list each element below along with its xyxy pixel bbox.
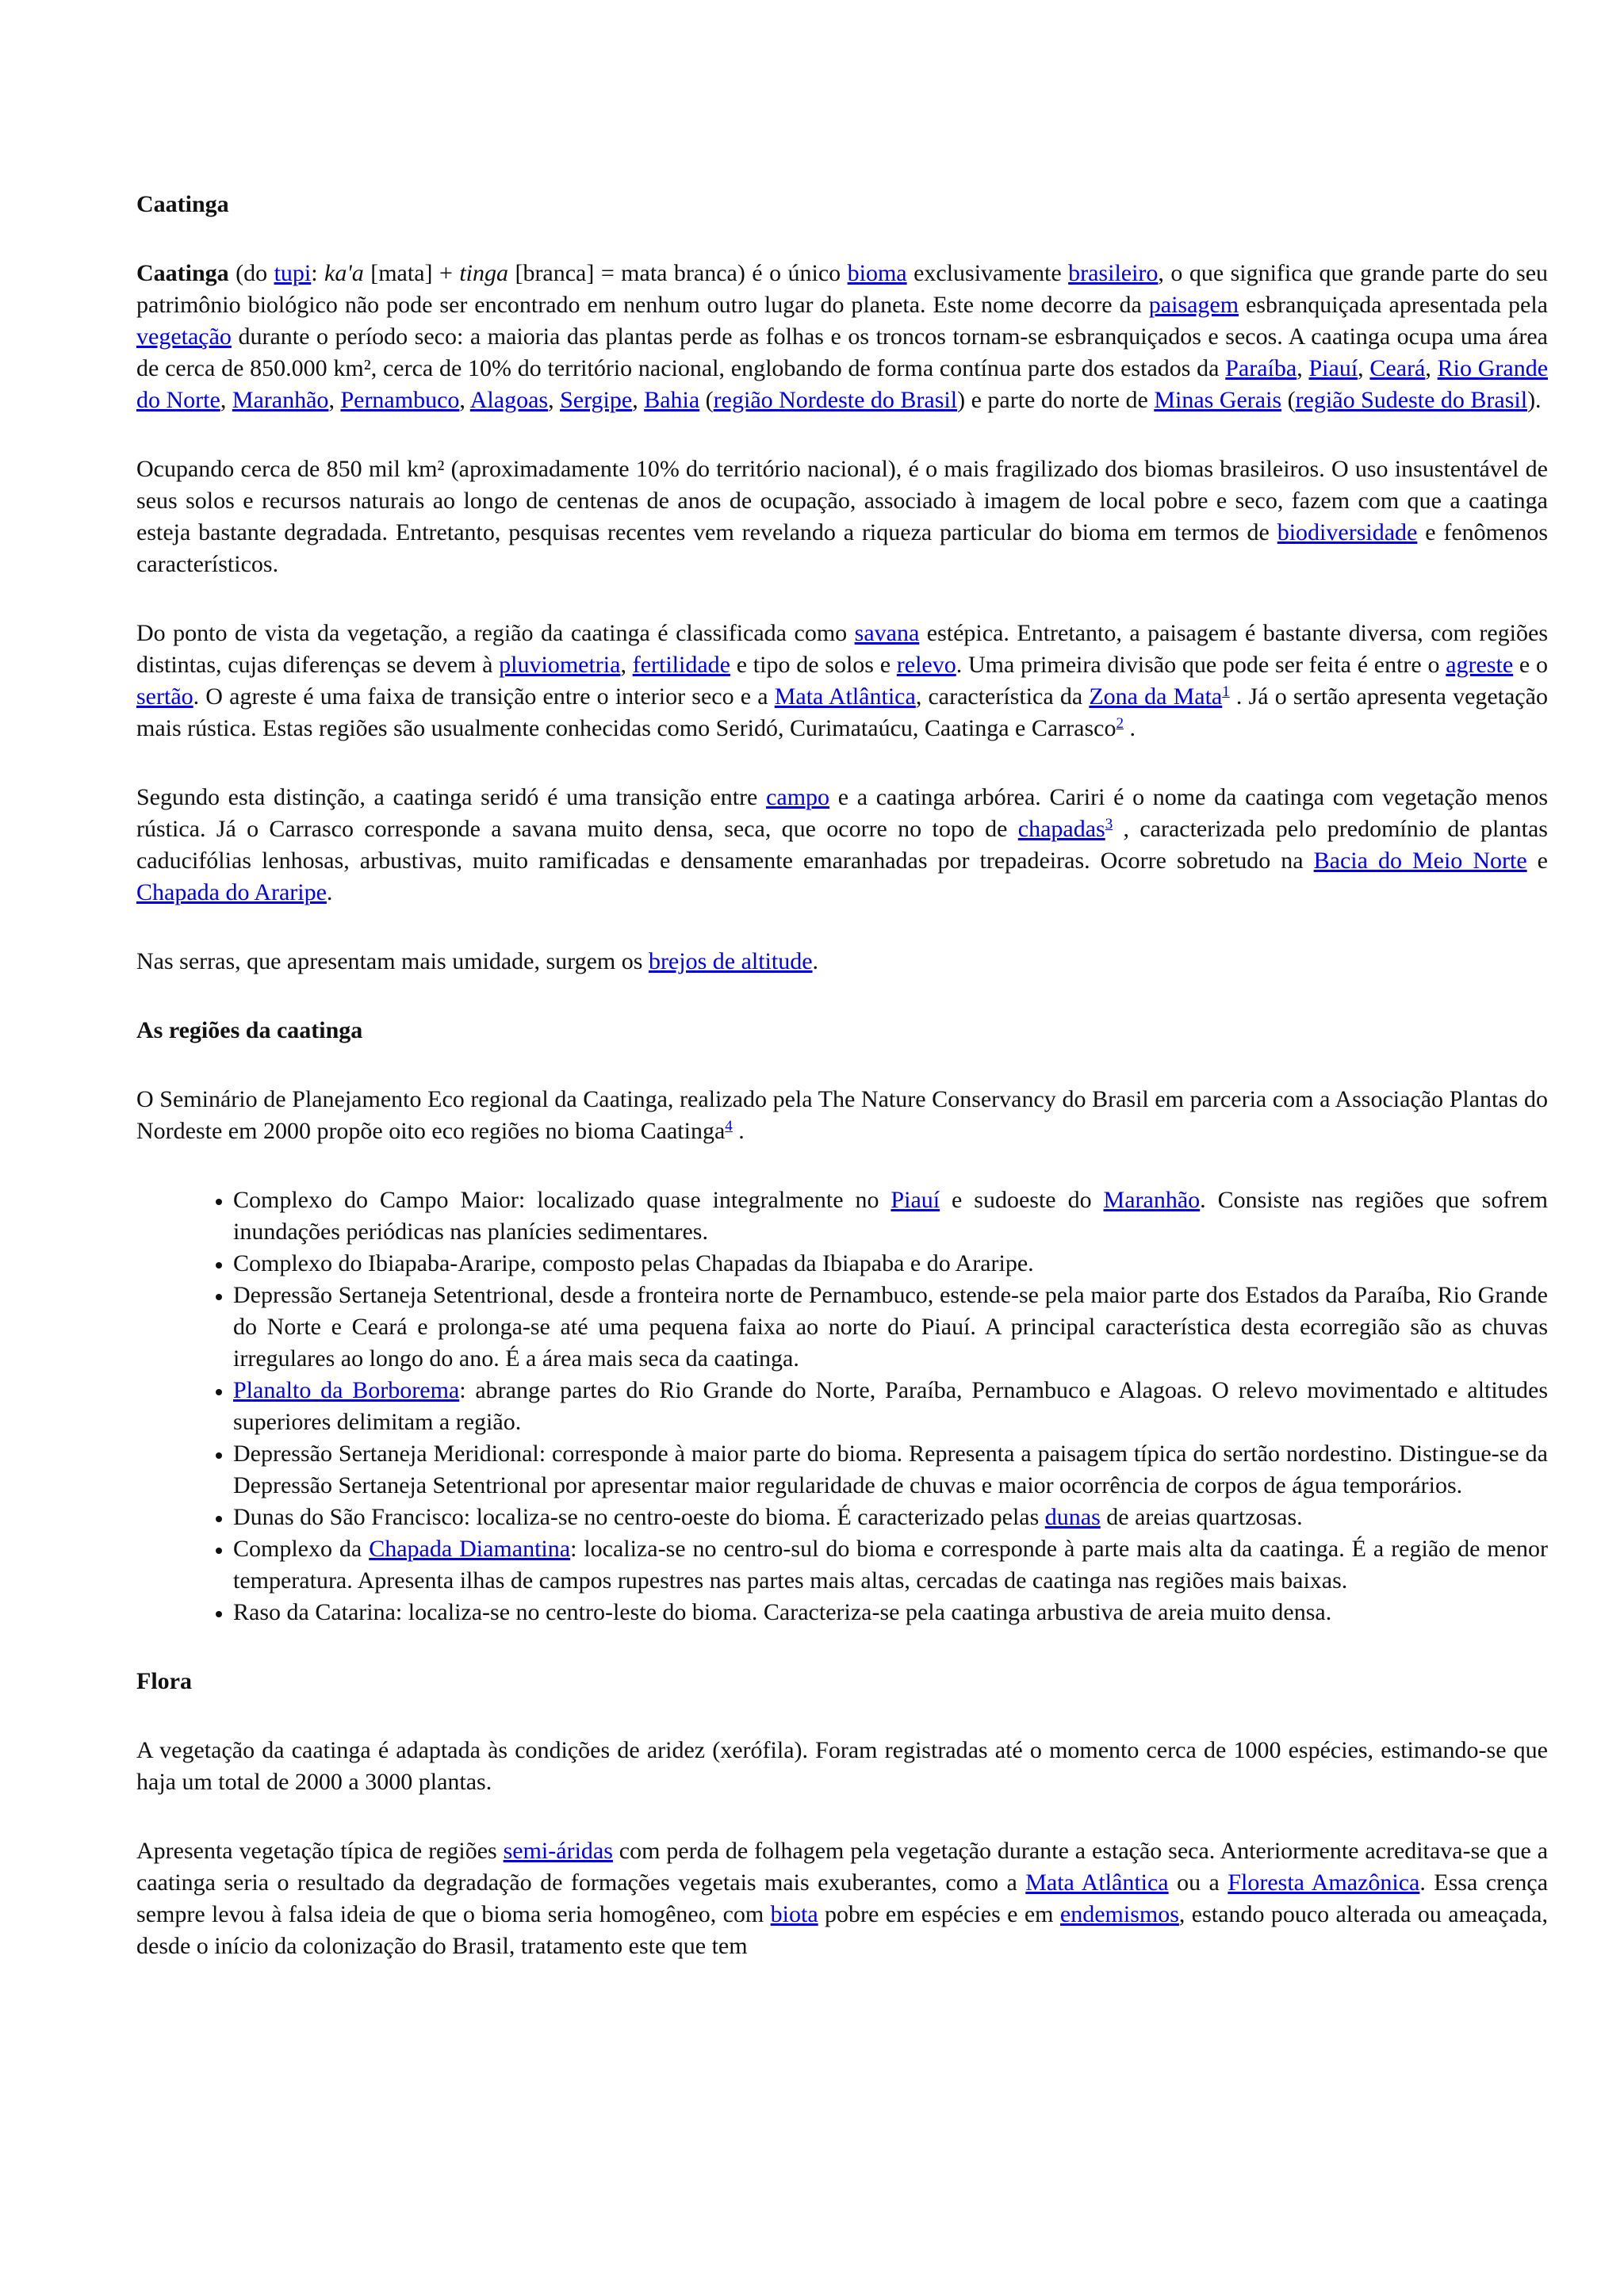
- link-piaui-list[interactable]: Piauí: [891, 1187, 940, 1213]
- link-dunas[interactable]: dunas: [1044, 1504, 1101, 1530]
- link-semi-aridas[interactable]: semi-áridas: [503, 1838, 613, 1864]
- list-item: • Depressão Sertaneja Setentrional, desde a fronteira norte de Pernambuco, estende-se pela maior parte dos Estados da Paraíba, Rio Grande do Norte e Ceará e prolonga-se até uma pequena faixa ao norte do Piauí. A principal característica desta ecorregião são as chuvas irregulares ao longo do ano. É a área mais seca da caatinga.: [233, 1280, 1548, 1375]
- paragraph-flora-intro: A vegetação da caatinga é adaptada às condições de aridez (xerófila). Foram registradas até o momento cerca de 1000 espécies, estimando-se que haja um total de 2000 a 3000 plantas.: [136, 1737, 1548, 1795]
- link-pernambuco[interactable]: Pernambuco: [340, 387, 460, 413]
- link-relevo[interactable]: relevo: [896, 652, 956, 678]
- footnote-link-2[interactable]: 2: [1116, 715, 1124, 732]
- link-planalto-borborema[interactable]: Planalto da Borborema: [233, 1377, 460, 1403]
- link-regiao-nordeste[interactable]: região Nordeste do Brasil: [713, 387, 958, 413]
- ecoregions-list: [136, 1184, 1548, 1628]
- link-brasileiro[interactable]: brasileiro: [1068, 260, 1159, 286]
- link-agreste[interactable]: agreste: [1446, 652, 1514, 678]
- list-item: • Complexo do Campo Maior: localizado quase integralmente no Piauí e sudoeste do Maranhão. Consiste nas regiões que sofrem inundações periódicas nas planícies sedimentares.: [233, 1184, 1548, 1248]
- link-paisagem[interactable]: paisagem: [1148, 292, 1239, 318]
- list-item: • Complexo do Ibiapaba-Araripe, composto pelas Chapadas da Ibiapaba e do Araripe.: [233, 1248, 1548, 1280]
- link-endemismos[interactable]: endemismos: [1059, 1901, 1179, 1927]
- link-tupi[interactable]: tupi: [274, 260, 312, 286]
- link-rio-grande-do-norte[interactable]: Rio Grande do Norte: [136, 355, 1549, 413]
- link-vegetacao[interactable]: vegetação: [136, 323, 232, 350]
- lead-term: Caatinga: [136, 260, 229, 286]
- footnote-link-3[interactable]: 3: [1105, 816, 1113, 832]
- link-alagoas[interactable]: Alagoas: [469, 387, 549, 413]
- link-biota[interactable]: biota: [770, 1901, 818, 1927]
- link-mata-atlantica-flora[interactable]: Mata Atlântica: [1025, 1869, 1169, 1896]
- link-sertao[interactable]: sertão: [136, 683, 193, 710]
- list-item: • Raso da Catarina: localiza-se no centro-leste do bioma. Caracteriza-se pela caatinga arbustiva de areia muito densa.: [233, 1597, 1548, 1628]
- list-item: • Dunas do São Francisco: localiza-se no centro-oeste do bioma. É caracterizado pelas dunas de areias quartzosas.: [233, 1502, 1548, 1533]
- link-maranhao[interactable]: Maranhão: [232, 387, 329, 413]
- link-zona-da-mata[interactable]: Zona da Mata: [1089, 683, 1223, 710]
- link-pluviometria[interactable]: pluviometria: [499, 652, 621, 678]
- link-campo[interactable]: campo: [766, 784, 830, 810]
- footnote-link-1[interactable]: 1: [1222, 683, 1230, 700]
- link-chapadas[interactable]: chapadas: [1017, 816, 1105, 842]
- link-chapada-diamantina[interactable]: Chapada Diamantina: [369, 1536, 571, 1562]
- link-floresta-amazonica[interactable]: Floresta Amazônica: [1228, 1869, 1420, 1896]
- link-paraiba[interactable]: Paraíba: [1225, 355, 1297, 381]
- link-chapada-araripe[interactable]: Chapada do Araripe: [136, 879, 327, 905]
- page-title: Caatinga: [136, 191, 229, 217]
- link-piaui[interactable]: Piauí: [1308, 355, 1358, 381]
- link-sergipe[interactable]: Sergipe: [560, 387, 633, 413]
- link-savana[interactable]: savana: [854, 620, 920, 646]
- footnote-link-4[interactable]: 4: [725, 1118, 733, 1135]
- paragraph-intro: Caatinga (do tupi: ka'a [mata] + tinga [branca] = mata branca) é o único bioma exclusivamente brasileiro, o que significa que grande parte do seu patrimônio biológico não pode ser encontrado em nenhum outro lugar do planeta. Este nome decorre da paisagem esbranquiçada apresentada pela vegetação durante o período seco: a maioria das plantas perde as folhas e os troncos tornam-se esbranquiçados e secos. A caatinga ocupa uma área de cerca de 850.000 km², cerca de 10% do território nacional, englobando de forma contínua parte dos estados da Paraíba, Piauí, Ceará, Rio Grande do Norte, Maranhão, Pernambuco, Alagoas, Sergipe, Bahia (região Nordeste do Brasil) e parte do norte de Minas Gerais (região Sudeste do Brasil).: [136, 260, 1549, 413]
- link-mata-atlantica[interactable]: Mata Atlântica: [774, 683, 916, 710]
- link-fertilidade[interactable]: fertilidade: [632, 652, 730, 678]
- paragraph-area: Ocupando cerca de 850 mil km² (aproximadamente 10% do território nacional), é o mais fragilizado dos biomas brasileiros. O uso insustentável de seus solos e recursos naturais ao longo de centenas de anos de ocupação, associado à imagem de local pobre e seco, fazem com que a caatinga esteja bastante degradada. Entretanto, pesquisas recentes vem revelando a riqueza particular do bioma em termos de biodiversidade e fenômenos característicos.: [136, 456, 1548, 577]
- list-item: • Planalto da Borborema: abrange partes do Rio Grande do Norte, Paraíba, Pernambuco e Alagoas. O relevo movimentado e altitudes superiores delimitam a região.: [233, 1375, 1548, 1438]
- paragraph-vegetation: Do ponto de vista da vegetação, a região da caatinga é classificada como savana estépica. Entretanto, a paisagem é bastante diversa, com regiões distintas, cujas diferenças se devem à pluviometria, fertilidade e tipo de solos e relevo. Uma primeira divisão que pode ser feita é entre o agreste e o sertão. O agreste é uma faixa de transição entre o interior seco e a Mata Atlântica, característica da Zona da Mata$^1$ . Já o sertão apresenta vegetação mais rústica. Estas regiões são usualmente conhecidas como Seridó, Curimataúcu, Caatinga e Carrasco$^2$ .: [136, 620, 1548, 741]
- link-maranhao-list[interactable]: Maranhão: [1103, 1187, 1201, 1213]
- paragraph-serras: Nas serras, que apresentam mais umidade, surgem os brejos de altitude.: [136, 948, 819, 974]
- paragraph-distinction: Segundo esta distinção, a caatinga seridó é uma transição entre campo e a caatinga arbórea. Cariri é o nome da caatinga com vegetação menos rústica. Já o Carrasco corresponde a savana muito densa, seca, que ocorre no topo de chapadas$^3$ , caracterizada pelo predomínio de plantas caducifólias lenhosas, arbustivas, muito ramificadas e densamente emaranhadas por trepadeiras. Ocorre sobretudo na Bacia do Meio Norte e Chapada do Araripe.: [136, 784, 1548, 905]
- section-heading-regioes: As regiões da caatinga: [136, 1017, 363, 1043]
- link-biodiversidade[interactable]: biodiversidade: [1277, 519, 1418, 545]
- list-item: • Complexo da Chapada Diamantina: localiza-se no centro-sul do bioma e corresponde à parte mais alta da caatinga. É a região de menor temperatura. Apresenta ilhas de campos rupestres nas partes mais altas, cercadas de caatinga nas regiões mais baixas.: [233, 1533, 1548, 1597]
- document-page: [136, 189, 1548, 1999]
- link-bacia-meio-norte[interactable]: Bacia do Meio Norte: [1313, 848, 1527, 874]
- list-item: • Depressão Sertaneja Meridional: corresponde à maior parte do bioma. Representa a paisagem típica do sertão nordestino. Distingue-se da Depressão Sertaneja Setentrional por apresentar maior regularidade de chuvas e maior ocorrência de corpos de água temporários.: [233, 1438, 1548, 1502]
- paragraph-seminario: O Seminário de Planejamento Eco regional da Caatinga, realizado pela The Nature Conservancy do Brasil em parceria com a Associação Plantas do Nordeste em 2000 propõe oito eco regiões no bioma Caatinga$^4$ .: [136, 1086, 1548, 1144]
- link-brejos-altitude[interactable]: brejos de altitude: [648, 948, 813, 974]
- link-minas-gerais[interactable]: Minas Gerais: [1154, 387, 1282, 413]
- link-bahia[interactable]: Bahia: [644, 387, 700, 413]
- link-bioma[interactable]: bioma: [847, 260, 907, 286]
- link-regiao-sudeste[interactable]: região Sudeste do Brasil: [1295, 387, 1528, 413]
- section-heading-flora: Flora: [136, 1668, 192, 1694]
- link-ceara[interactable]: Ceará: [1369, 355, 1426, 381]
- paragraph-flora-semiarid: Apresenta vegetação típica de regiões semi-áridas com perda de folhagem pela vegetação durante a estação seca. Anteriormente acreditava-se que a caatinga seria o resultado da degradação de formações vegetais mais exuberantes, como a Mata Atlântica ou a Floresta Amazônica. Essa crença sempre levou à falsa ideia de que o bioma seria homogêneo, com biota pobre em espécies e em endemismos, estando pouco alterada ou ameaçada, desde o início da colonização do Brasil, tratamento este que tem: [136, 1838, 1549, 1959]
